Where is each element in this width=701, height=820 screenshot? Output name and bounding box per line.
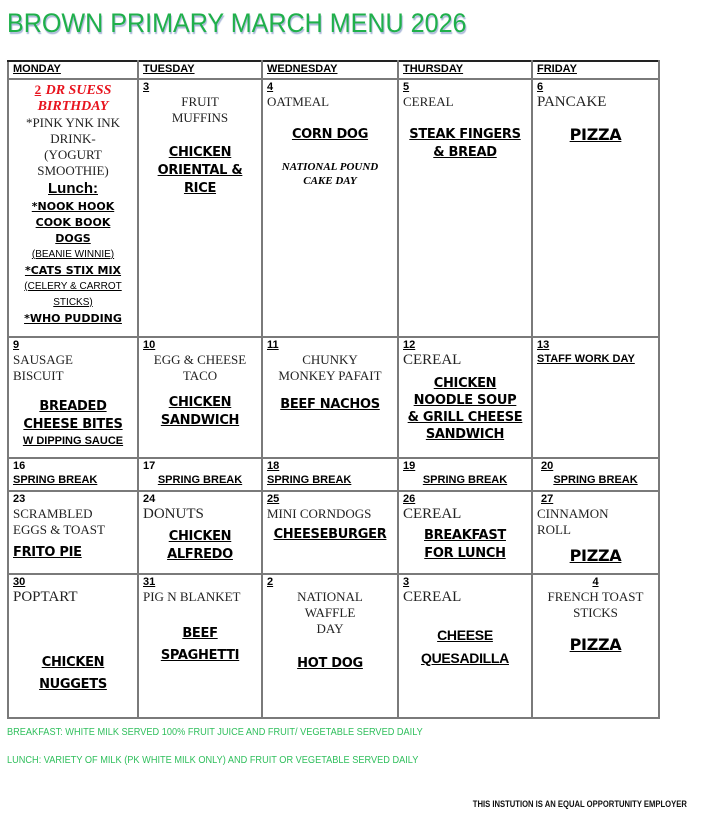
breakfast-item: CEREAL	[403, 94, 454, 109]
day-cell	[532, 337, 659, 458]
lunch-line: CHEESEBURGER	[273, 527, 387, 542]
lunch-line: RICE	[183, 181, 217, 196]
day-number: 10	[143, 339, 156, 351]
lunch-item	[403, 409, 527, 426]
page-title: BROWN PRIMARY MARCH MENU 2026	[7, 8, 467, 38]
day-cell	[398, 458, 532, 491]
day-number: 27	[541, 493, 554, 505]
lunch-line: NOODLE SOUP	[413, 393, 517, 408]
lunch-item	[403, 624, 527, 647]
special-day-note: NATIONAL POUND	[281, 161, 379, 173]
lunch-line: BREAKFAST	[424, 528, 506, 543]
breakfast-item: OATMEAL	[267, 94, 330, 109]
spring-break-note: SPRING BREAK	[553, 474, 638, 486]
breakfast-item: SAUSAGE	[13, 352, 73, 367]
lunch-line: BREADED	[39, 399, 107, 414]
header-tuesday	[138, 61, 262, 79]
breakfast-item: FRUIT	[181, 94, 219, 109]
day-cell	[262, 574, 398, 718]
breakfast-item: ROLL	[537, 522, 571, 537]
day-cell	[532, 458, 659, 491]
day-cell	[8, 491, 138, 574]
breakfast-item: DONUTS	[143, 506, 204, 522]
day-number: 25	[267, 493, 280, 505]
breakfast-item: MINI CORNDOGS	[267, 506, 372, 521]
breakfast-item: PIG N BLANKET	[143, 589, 241, 604]
lunch-line: CHICKEN	[168, 145, 232, 160]
breakfast-item: (YOGURT	[44, 147, 102, 162]
breakfast-item: FRENCH TOAST	[547, 589, 644, 604]
lunch-line: & BREAD	[433, 145, 497, 160]
day-number: 13	[537, 339, 550, 351]
lunch-footer-note: LUNCH: VARIETY OF MILK (PK WHITE MILK ONLY) AND FRUIT OR VEGETABLE SERVED DAILY	[7, 755, 419, 766]
spring-break-note: SPRING BREAK	[157, 474, 243, 486]
lunch-line: BEEF NACHOS	[280, 397, 380, 412]
header-label: TUESDAY	[143, 63, 195, 75]
lunch-line: CORN DOG	[291, 127, 369, 142]
day-cell	[138, 337, 262, 458]
lunch-item	[537, 125, 654, 145]
day-number: 26	[403, 493, 416, 505]
lunch-subitem: (CELERY & CARROT	[24, 281, 122, 292]
lunch-item	[537, 635, 654, 655]
holiday-label: BIRTHDAY	[37, 99, 109, 114]
day-cell	[138, 574, 262, 718]
day-number: 17	[143, 460, 156, 472]
day-number: 20	[541, 460, 554, 472]
breakfast-item: MONKEY PAFAIT	[278, 368, 382, 383]
lunch-line: FOR LUNCH	[424, 546, 506, 561]
lunch-item	[403, 126, 527, 144]
breakfast-item: CEREAL	[403, 352, 462, 368]
lunch-item	[267, 126, 393, 144]
lunch-item	[143, 180, 257, 198]
spring-break-note: SPRING BREAK	[267, 474, 352, 486]
day-cell	[262, 458, 398, 491]
breakfast-item: CEREAL	[403, 589, 462, 605]
menu-calendar	[7, 60, 660, 719]
lunch-item	[143, 162, 257, 180]
day-number: 30	[13, 576, 26, 588]
day-cell	[532, 79, 659, 337]
lunch-item	[143, 412, 257, 430]
lunch-item	[143, 144, 257, 162]
header-label: FRIDAY	[537, 63, 577, 75]
lunch-item	[403, 375, 527, 392]
breakfast-item: PANCAKE	[537, 94, 607, 110]
day-number: 23	[13, 493, 26, 505]
day-number: 3	[403, 576, 410, 588]
day-number: 5	[403, 81, 410, 93]
day-cell	[262, 79, 398, 337]
day-number: 4	[592, 576, 599, 588]
breakfast-item: WAFFLE	[304, 605, 356, 620]
spring-break-note: SPRING BREAK	[422, 474, 508, 486]
lunch-line: PIZZA	[569, 635, 622, 654]
lunch-line: CHICKEN	[168, 529, 232, 544]
lunch-item	[267, 655, 393, 673]
lunch-line: STEAK FINGERS	[409, 127, 521, 142]
breakfast-item: DAY	[316, 621, 344, 636]
lunch-line: PIZZA	[569, 125, 622, 144]
lunch-item	[143, 623, 257, 645]
breakfast-item: EGGS & TOAST	[13, 522, 105, 537]
lunch-item	[403, 392, 527, 409]
lunch-line: SPAGHETTI	[160, 648, 240, 663]
lunch-item: *WHO PUDDING	[24, 312, 122, 325]
day-number: 31	[143, 576, 156, 588]
breakfast-item: CINNAMON	[537, 506, 609, 521]
breakfast-item: CHUNKY	[302, 352, 358, 367]
lunch-line: CHICKEN	[433, 376, 497, 391]
lunch-item	[143, 528, 257, 546]
lunch-item	[267, 396, 393, 414]
week-row	[8, 79, 659, 337]
day-number: 2	[34, 82, 42, 97]
lunch-line: BEEF	[182, 626, 218, 641]
day-cell	[8, 574, 138, 718]
breakfast-item: MUFFINS	[171, 110, 229, 125]
lunch-item	[403, 545, 527, 563]
lunch-item	[143, 645, 257, 667]
day-cell	[138, 79, 262, 337]
lunch-item	[13, 398, 133, 416]
lunch-line: CHICKEN	[168, 395, 232, 410]
day-cell	[532, 491, 659, 574]
header-label: THURSDAY	[403, 63, 464, 75]
day-cell	[398, 491, 532, 574]
lunch-subitem: STICKS)	[53, 297, 93, 308]
breakfast-item: EGG & CHEESE	[153, 352, 247, 367]
holiday-label: DR SUESS	[45, 83, 112, 98]
lunch-item: COOK BOOK	[35, 216, 111, 229]
lunch-line: SANDWICH	[425, 427, 505, 442]
day-number: 2	[267, 576, 274, 588]
equal-opportunity-statement: THIS INSTUTION IS AN EQUAL OPPORTUNITY EMPLOYER	[472, 799, 687, 809]
lunch-line: SANDWICH	[160, 413, 240, 428]
breakfast-item: *PINK YNK INK	[25, 115, 121, 130]
lunch-item	[13, 416, 133, 434]
week-row	[8, 491, 659, 574]
day-cell	[398, 337, 532, 458]
lunch-item	[537, 546, 654, 566]
day-cell	[8, 458, 138, 491]
lunch-subitem: (BEANIE WINNIE)	[31, 249, 115, 260]
lunch-item	[403, 647, 527, 670]
breakfast-item: CEREAL	[403, 506, 462, 522]
header-label: WEDNESDAY	[267, 63, 338, 75]
day-number: 9	[13, 339, 20, 351]
lunch-item	[267, 526, 393, 544]
day-cell	[8, 79, 138, 337]
lunch-line: FRITO PIE	[13, 545, 82, 560]
lunch-line: HOT DOG	[297, 656, 363, 671]
lunch-label: Lunch:	[48, 180, 98, 197]
day-cell	[262, 491, 398, 574]
lunch-item	[13, 652, 133, 674]
breakfast-item: SCRAMBLED	[13, 506, 93, 521]
lunch-item: DOGS	[55, 232, 91, 245]
header-thursday	[398, 61, 532, 79]
header-label: MONDAY	[13, 63, 61, 75]
day-cell	[8, 337, 138, 458]
weekday-header-row	[8, 61, 659, 79]
lunch-item: *CATS STIX MIX	[24, 264, 122, 277]
special-day-note: STAFF WORK DAY	[537, 353, 635, 365]
day-cell	[398, 574, 532, 718]
lunch-line: QUESADILLA	[420, 650, 509, 666]
breakfast-item: BISCUIT	[13, 368, 64, 383]
special-day-note: CAKE DAY	[303, 175, 357, 187]
lunch-item	[143, 546, 257, 564]
lunch-item	[403, 527, 527, 545]
day-number: 18	[267, 460, 280, 472]
lunch-item: *NOOK HOOK	[31, 200, 115, 213]
day-number: 19	[403, 460, 416, 472]
lunch-subitem: W DIPPING SAUCE	[22, 435, 124, 447]
day-cell	[532, 574, 659, 718]
lunch-line: ALFREDO	[167, 547, 233, 562]
header-monday	[8, 61, 138, 79]
breakfast-item: NATIONAL	[297, 589, 363, 604]
day-cell	[398, 79, 532, 337]
lunch-item	[13, 674, 133, 696]
day-number: 11	[267, 339, 279, 351]
breakfast-footer-note: BREAKFAST: WHITE MILK SERVED 100% FRUIT JUICE AND FRUIT/ VEGETABLE SERVED DAILY	[7, 727, 423, 738]
lunch-line: PIZZA	[569, 546, 622, 565]
breakfast-item: TACO	[182, 368, 218, 383]
header-wednesday	[262, 61, 398, 79]
lunch-line: CHEESE	[437, 627, 493, 643]
day-cell	[138, 458, 262, 491]
day-cell	[262, 337, 398, 458]
lunch-item	[403, 144, 527, 162]
breakfast-item: SMOOTHIE)	[37, 163, 109, 178]
lunch-item	[403, 426, 527, 443]
day-number: 4	[267, 81, 274, 93]
week-row	[8, 574, 659, 718]
lunch-item	[13, 544, 133, 562]
day-number: 3	[143, 81, 150, 93]
day-number: 16	[13, 460, 26, 472]
day-number: 24	[143, 493, 156, 505]
breakfast-item: STICKS	[573, 605, 618, 620]
day-number: 12	[403, 339, 416, 351]
lunch-line: CHICKEN	[41, 655, 105, 670]
lunch-line: NUGGETS	[39, 677, 107, 692]
lunch-item	[143, 394, 257, 412]
week-row	[8, 458, 659, 491]
week-row	[8, 337, 659, 458]
breakfast-item: DRINK-	[50, 131, 96, 146]
breakfast-item: POPTART	[13, 589, 78, 605]
lunch-line: ORIENTAL &	[157, 163, 243, 178]
lunch-line: CHEESE BITES	[23, 417, 123, 432]
day-cell	[138, 491, 262, 574]
day-number: 6	[537, 81, 544, 93]
header-friday	[532, 61, 659, 79]
spring-break-note: SPRING BREAK	[13, 474, 98, 486]
day-header	[13, 82, 133, 99]
lunch-line: & GRILL CHEESE	[407, 410, 523, 425]
